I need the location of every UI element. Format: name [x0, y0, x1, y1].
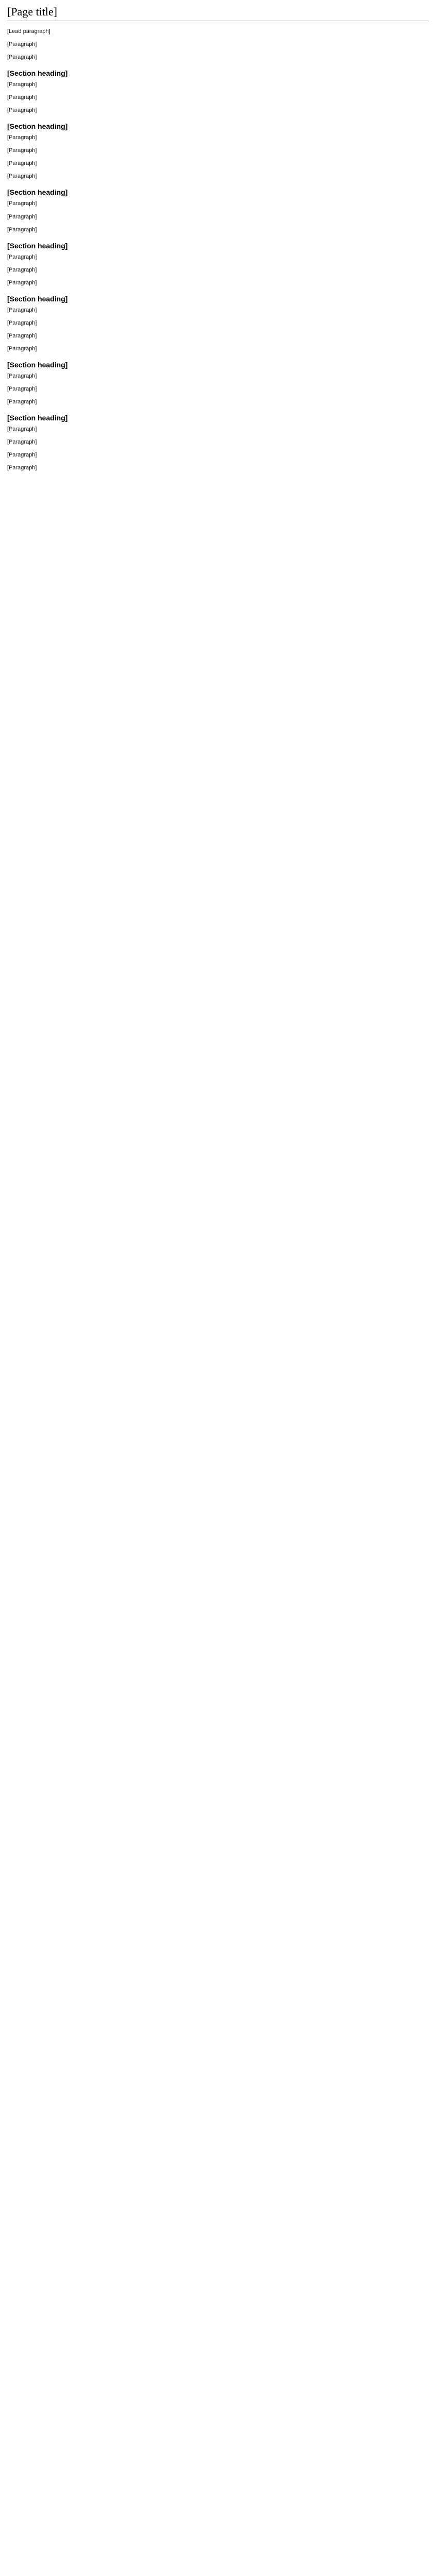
article-section [7, 188, 429, 234]
page-title: [Page title] [7, 5, 429, 21]
paragraph: [Paragraph] [7, 134, 37, 141]
paragraph: [Paragraph] [7, 94, 37, 101]
lead-paragraph: [Lead paragraph] [7, 28, 50, 35]
section-heading: [Section heading] [7, 188, 68, 197]
paragraph: [Paragraph] [7, 372, 37, 379]
paragraph: [Paragraph] [7, 266, 37, 273]
paragraph: [Paragraph] [7, 41, 37, 48]
article-section [7, 295, 429, 353]
paragraph: [Paragraph] [7, 160, 37, 167]
paragraph: [Paragraph] [7, 332, 37, 339]
paragraph: [Paragraph] [7, 173, 37, 180]
section-heading: [Section heading] [7, 414, 68, 422]
paragraph: [Paragraph] [7, 253, 37, 260]
section-heading: [Section heading] [7, 122, 68, 131]
section-heading: [Section heading] [7, 294, 68, 303]
section-heading: [Section heading] [7, 69, 68, 78]
paragraph: [Paragraph] [7, 226, 37, 233]
paragraph: [Paragraph] [7, 399, 37, 405]
article-section [7, 69, 429, 115]
section-heading: [Section heading] [7, 360, 68, 369]
paragraph: [Paragraph] [7, 426, 37, 433]
article-section [7, 414, 429, 472]
article-section [7, 361, 429, 406]
paragraph: [Paragraph] [7, 385, 37, 392]
paragraph: [Paragraph] [7, 147, 37, 154]
paragraph: [Paragraph] [7, 319, 37, 326]
paragraph: [Paragraph] [7, 213, 37, 220]
paragraph: [Paragraph] [7, 452, 37, 459]
article-body [7, 27, 429, 472]
article-section [7, 27, 429, 62]
paragraph: [Paragraph] [7, 107, 37, 114]
paragraph: [Paragraph] [7, 465, 37, 471]
paragraph: [Paragraph] [7, 345, 37, 352]
article-section [7, 242, 429, 287]
paragraph: [Paragraph] [7, 279, 37, 286]
section-heading: [Section heading] [7, 241, 68, 250]
paragraph: [Paragraph] [7, 307, 37, 313]
paragraph: [Paragraph] [7, 439, 37, 446]
paragraph: [Paragraph] [7, 81, 37, 88]
paragraph: [Paragraph] [7, 54, 37, 61]
article-section [7, 122, 429, 181]
paragraph: [Paragraph] [7, 200, 37, 207]
